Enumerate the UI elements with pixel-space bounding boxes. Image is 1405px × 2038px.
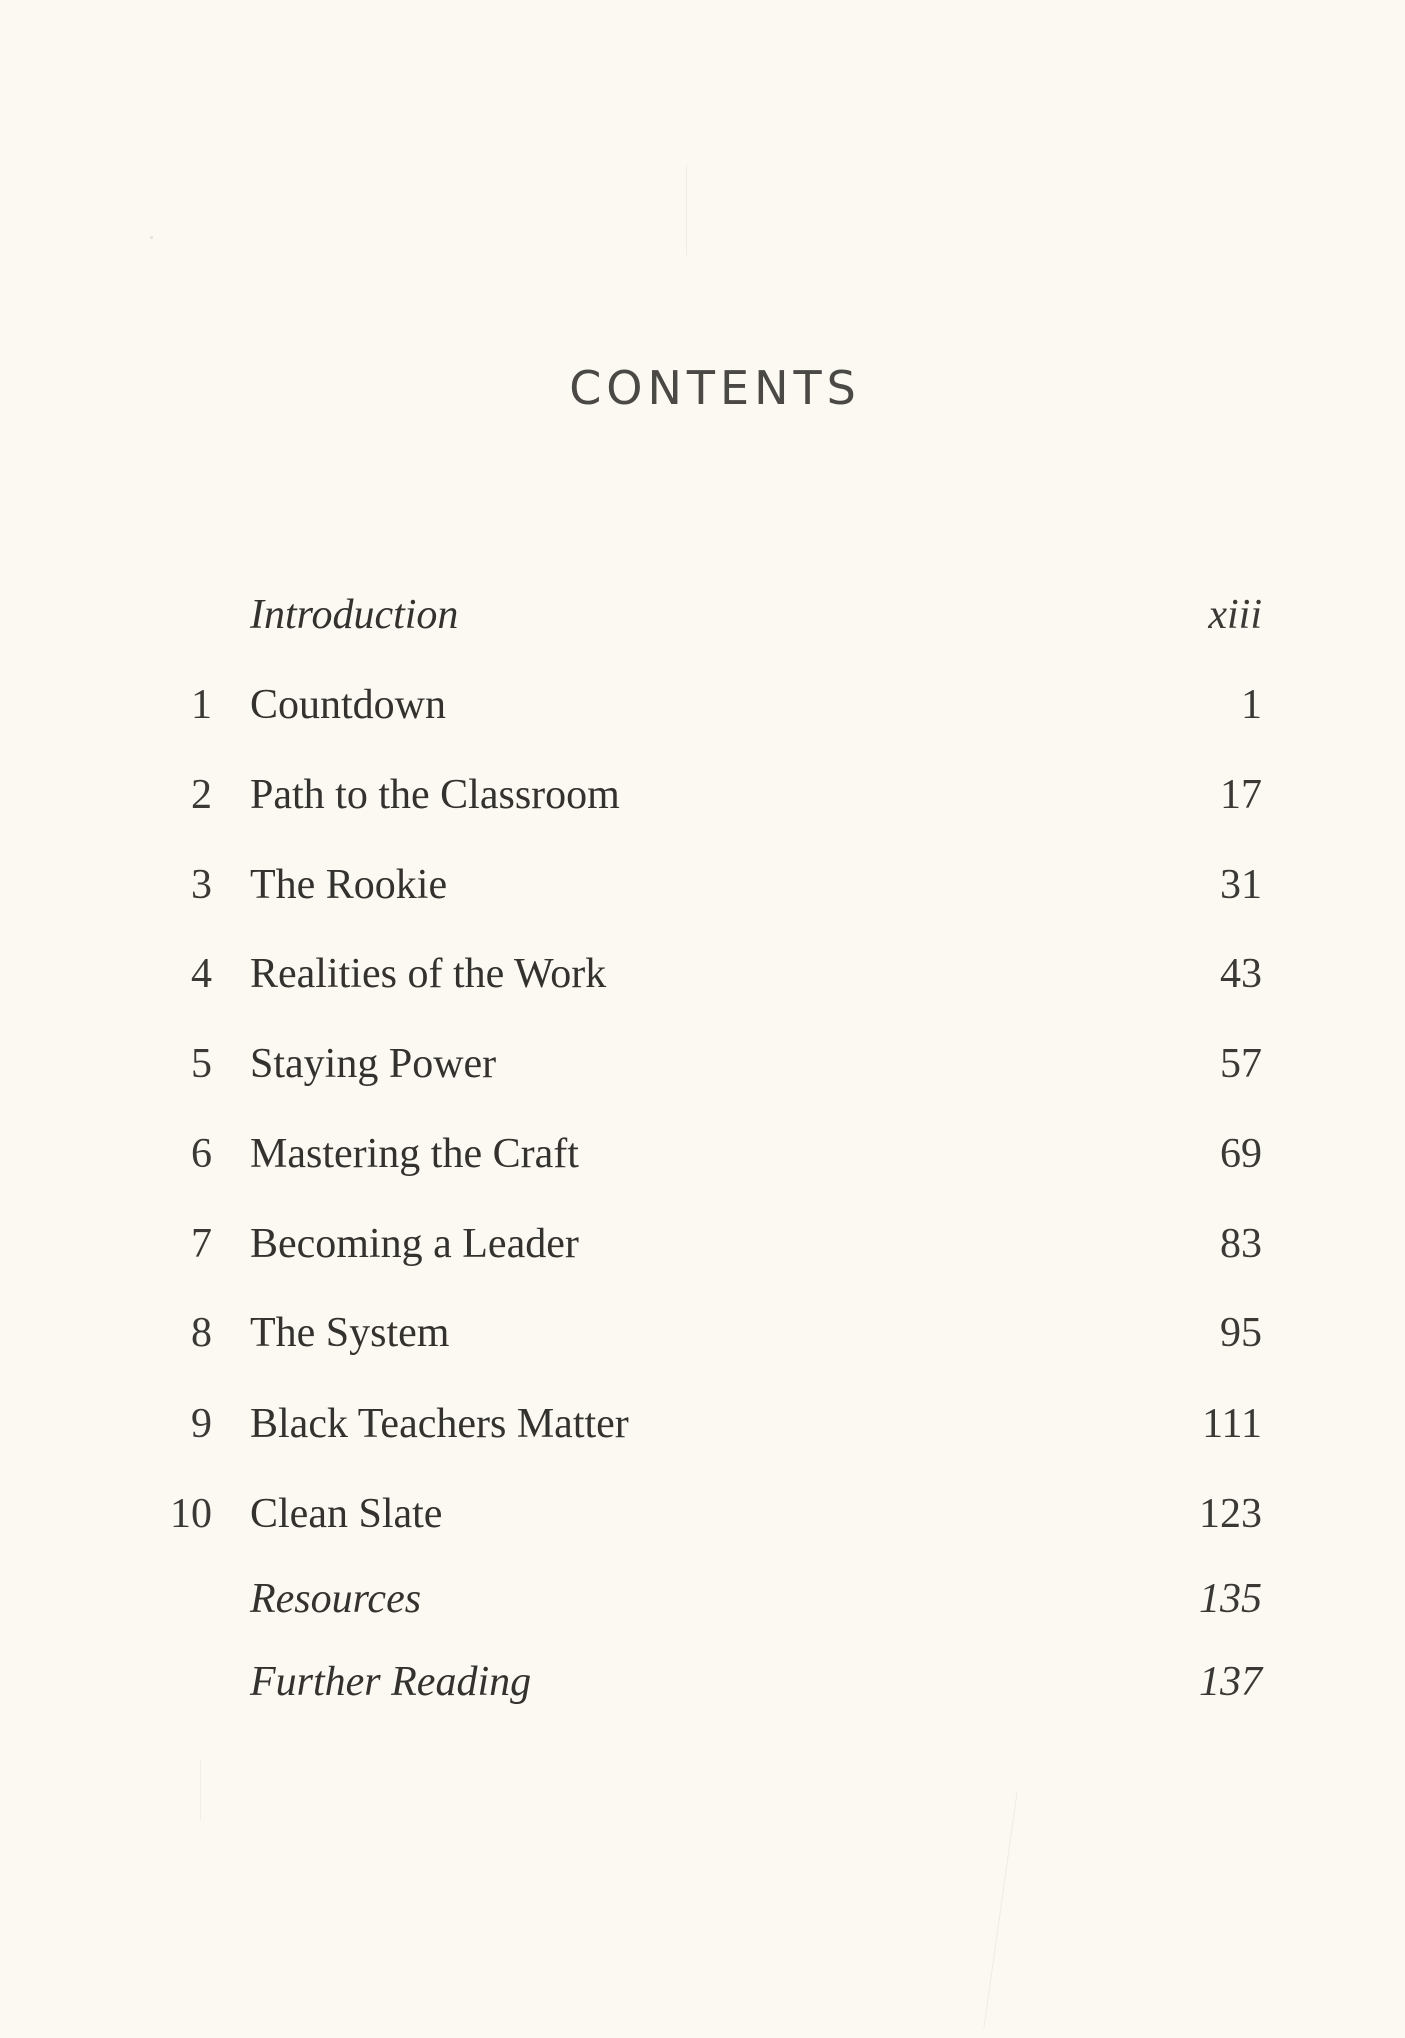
toc-entry-further-reading[interactable] <box>0 1647 1405 1717</box>
toc-entry-number: 1 <box>191 682 212 728</box>
toc-entry-number: 6 <box>191 1131 212 1177</box>
toc-entry-title: Path to the Classroom <box>250 772 620 818</box>
toc-entry-number: 2 <box>191 772 212 818</box>
toc-entry-introduction[interactable] <box>0 580 1405 650</box>
toc-entry-number: 10 <box>170 1491 212 1537</box>
toc-entry-page: 17 <box>1220 772 1262 818</box>
page-title: CONTENTS <box>569 360 861 415</box>
toc-entry-chapter-6[interactable] <box>0 1119 1405 1189</box>
toc-entry-number: 9 <box>191 1401 212 1447</box>
toc-entry-page: 43 <box>1220 951 1262 997</box>
toc-entry-title: The System <box>250 1310 450 1356</box>
toc-entry-number: 4 <box>191 951 212 997</box>
toc-entry-number: 7 <box>191 1221 212 1267</box>
toc-entry-title: Countdown <box>250 682 447 728</box>
toc-entry-chapter-5[interactable] <box>0 1029 1405 1099</box>
toc-entry-chapter-7[interactable] <box>0 1209 1405 1279</box>
toc-entry-page: xiii <box>1208 592 1262 638</box>
toc-entry-number: 3 <box>191 862 212 908</box>
toc-entry-page: 95 <box>1220 1310 1262 1356</box>
toc-entry-chapter-4[interactable] <box>0 939 1405 1009</box>
toc-entry-page: 135 <box>1199 1576 1262 1622</box>
toc-entry-title: The Rookie <box>250 862 448 908</box>
toc-entry-page: 111 <box>1202 1401 1262 1447</box>
toc-entry-chapter-3[interactable] <box>0 850 1405 920</box>
toc-entry-resources[interactable] <box>0 1564 1405 1634</box>
toc-entry-title: Resources <box>250 1576 422 1622</box>
toc-entry-chapter-8[interactable] <box>0 1298 1405 1368</box>
toc-entry-page: 83 <box>1220 1221 1262 1267</box>
toc-entry-page: 57 <box>1220 1041 1262 1087</box>
toc-entry-title: Introduction <box>250 592 459 638</box>
toc-entry-chapter-2[interactable] <box>0 760 1405 830</box>
toc-entry-page: 69 <box>1220 1131 1262 1177</box>
toc-entry-title: Further Reading <box>250 1659 532 1705</box>
toc-entry-title: Staying Power <box>250 1041 497 1087</box>
toc-entry-title: Mastering the Craft <box>250 1131 579 1177</box>
toc-entry-page: 31 <box>1220 862 1262 908</box>
toc-entry-number: 5 <box>191 1041 212 1087</box>
toc-entry-title: Becoming a Leader <box>250 1221 579 1267</box>
toc-entry-title: Clean Slate <box>250 1491 443 1537</box>
toc-entry-page: 137 <box>1199 1659 1262 1705</box>
toc-entry-title: Black Teachers Matter <box>250 1401 629 1447</box>
toc-entry-page: 123 <box>1199 1491 1262 1537</box>
toc-entry-chapter-10[interactable] <box>0 1479 1405 1549</box>
toc-entry-number: 8 <box>191 1310 212 1356</box>
toc-entry-page: 1 <box>1241 682 1262 728</box>
toc-entry-title: Realities of the Work <box>250 951 607 997</box>
toc-entry-chapter-1[interactable] <box>0 670 1405 740</box>
toc-entry-chapter-9[interactable] <box>0 1389 1405 1459</box>
